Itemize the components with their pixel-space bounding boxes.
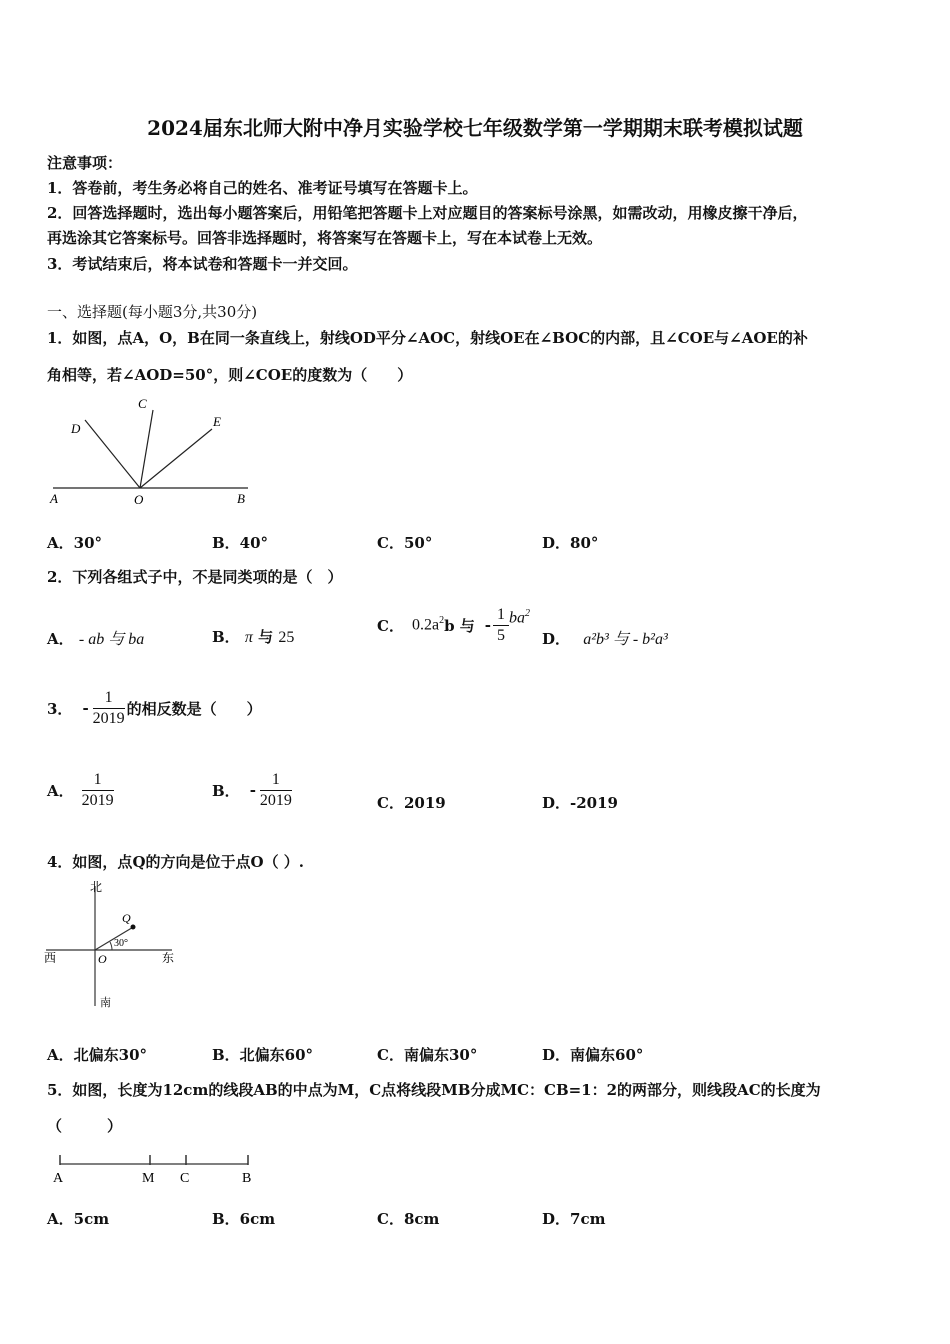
q3-option-a[interactable] [47, 765, 114, 815]
option-label: D． [542, 794, 571, 812]
option-label: C． [377, 616, 404, 635]
fraction-numerator: 1 [260, 771, 292, 791]
q1-stem-line1: 1．如图，点A，O，B在同一条直线上，射线OD平分∠AOC，射线OE在∠BOC的内部，且∠COE与∠AOE的补 [47, 329, 808, 347]
q2-a-expression: - ab 与 ba [78, 631, 145, 648]
q2-c-sign: - [484, 616, 492, 634]
q4-option-c[interactable]: C．南偏东30° [377, 1046, 478, 1064]
option-label: C． [377, 794, 404, 812]
label-a: A [50, 491, 58, 506]
q2-c-tail-term: ba [509, 609, 526, 627]
q3-a-fraction [82, 771, 114, 810]
q3-fraction [93, 689, 125, 728]
q2-d-expression: a²b³ 与 - b²a³ [583, 631, 668, 648]
q2-option-c[interactable] [377, 600, 530, 650]
label-angle: 30° [114, 938, 128, 949]
label-b: B [242, 1171, 252, 1186]
q1-option-c[interactable]: C．50° [377, 534, 433, 552]
fraction-denominator: 2019 [81, 791, 114, 809]
label-d: D [71, 421, 81, 436]
q3-number: 3． [47, 699, 73, 718]
page-title: 2024届东北师大附中净月实验学校七年级数学第一学期期末联考模拟试题 [147, 116, 803, 140]
q1-stem-line2: 角相等，若∠AOD=50°，则∠COE的度数为（ ） [47, 366, 413, 384]
q4-compass-figure [42, 878, 187, 1013]
q2-c-exponent: 2 [439, 615, 445, 627]
q4-stem: 4．如图，点Q的方向是位于点O（ ）. [47, 853, 305, 871]
q3-option-d[interactable] [542, 792, 618, 813]
label-c: C [180, 1171, 190, 1186]
q2-c-fraction [493, 606, 509, 645]
q3-stem [47, 683, 262, 733]
notice-item-2-cont: 再选涂其它答案标号。回答非选择题时，将答案写在答题卡上，写在本试卷上无效。 [47, 229, 603, 247]
option-label: D． [542, 630, 571, 648]
q2-c-tail [509, 608, 530, 627]
label-q: Q [122, 911, 131, 925]
q5-option-c[interactable]: C．8cm [377, 1210, 440, 1228]
q2-option-d[interactable] [542, 626, 668, 649]
notice-item-3: 3．考试结束后，将本试卷和答题卡一并交回。 [47, 255, 358, 273]
option-label: B． [212, 628, 240, 646]
q1-angle-figure [45, 395, 260, 510]
q2-c-left2: b 与 [444, 616, 475, 635]
label-e: E [213, 414, 221, 429]
q2-c-tail-exponent: 2 [525, 608, 531, 620]
notice-item-1: 1．答卷前，考生务必将自己的姓名、准考证号填写在答题卡上。 [47, 179, 478, 197]
q5-stem-line2: （ ） [47, 1117, 123, 1135]
q2-b-and: 与 [258, 628, 274, 646]
ray-od [85, 420, 140, 488]
ray-oc [140, 410, 153, 488]
label-south: 南 [100, 997, 111, 1009]
option-label: A． [47, 781, 74, 800]
label-west: 西 [44, 951, 57, 965]
q2-c-term: 0.2a [411, 616, 440, 634]
q3-sign: - [82, 699, 89, 717]
q2-b-number: 25 [278, 629, 295, 646]
q5-option-b[interactable]: B．6cm [212, 1210, 276, 1228]
label-o: O [98, 952, 107, 966]
label-m: M [142, 1171, 155, 1186]
q2-option-a[interactable] [47, 626, 144, 649]
q5-option-a[interactable]: A．5cm [47, 1210, 110, 1228]
q4-option-b[interactable]: B．北偏东60° [212, 1046, 314, 1064]
ray-oe [140, 429, 212, 488]
label-a: A [53, 1171, 64, 1186]
option-label: A． [47, 630, 74, 648]
q2-stem: 2．下列各组式子中，不是同类项的是（ ） [47, 568, 343, 586]
label-east: 东 [162, 951, 175, 965]
q5-segment-figure [45, 1150, 265, 1190]
q4-option-d[interactable]: D．南偏东60° [542, 1046, 644, 1064]
label-north: 北 [90, 880, 103, 894]
q5-stem-line1: 5．如图，长度为12cm的线段AB的中点为M，C点将线段MB分成MC：CB=1：2的两部分，则线段AC的长度为 [47, 1081, 821, 1099]
fraction-denominator: 2019 [259, 791, 292, 809]
section-heading: 一、选择题(每小题3分,共30分) [47, 303, 258, 321]
fraction-numerator: 1 [493, 606, 509, 626]
notice-heading: 注意事项： [47, 154, 123, 172]
fraction-numerator: 1 [82, 771, 114, 791]
fraction-denominator: 5 [497, 626, 506, 644]
q3-option-b[interactable] [212, 765, 292, 815]
q4-option-a[interactable]: A．北偏东30° [47, 1046, 148, 1064]
q3-b-fraction [260, 771, 292, 810]
q1-option-d[interactable]: D．80° [542, 534, 599, 552]
q3-stem-tail: 的相反数是（ ） [126, 699, 262, 718]
q3-b-sign: - [249, 781, 256, 799]
q1-option-b[interactable]: B．40° [212, 534, 269, 552]
label-o: O [134, 492, 144, 507]
q3-c-value: 2019 [403, 794, 446, 812]
notice-item-2: 2．回答选择题时，选出每小题答案后，用铅笔把答题卡上对应题目的答案标号涂黑，如需改动，用橡皮擦干净后， [47, 204, 808, 222]
fraction-numerator: 1 [93, 689, 125, 709]
fraction-denominator: 2019 [92, 709, 125, 727]
angle-arc [110, 942, 112, 950]
q3-d-value: -2019 [570, 794, 618, 812]
label-c: C [138, 396, 147, 411]
label-b: B [237, 491, 245, 506]
point-q [131, 925, 136, 930]
option-label: B． [212, 781, 240, 800]
q5-option-d[interactable]: D．7cm [542, 1210, 606, 1228]
q2-option-b[interactable] [212, 626, 294, 647]
q1-option-a[interactable]: A．30° [47, 534, 103, 552]
q2-c-left [412, 615, 444, 634]
q2-b-pi: π [244, 629, 253, 646]
q3-option-c[interactable] [377, 792, 446, 813]
